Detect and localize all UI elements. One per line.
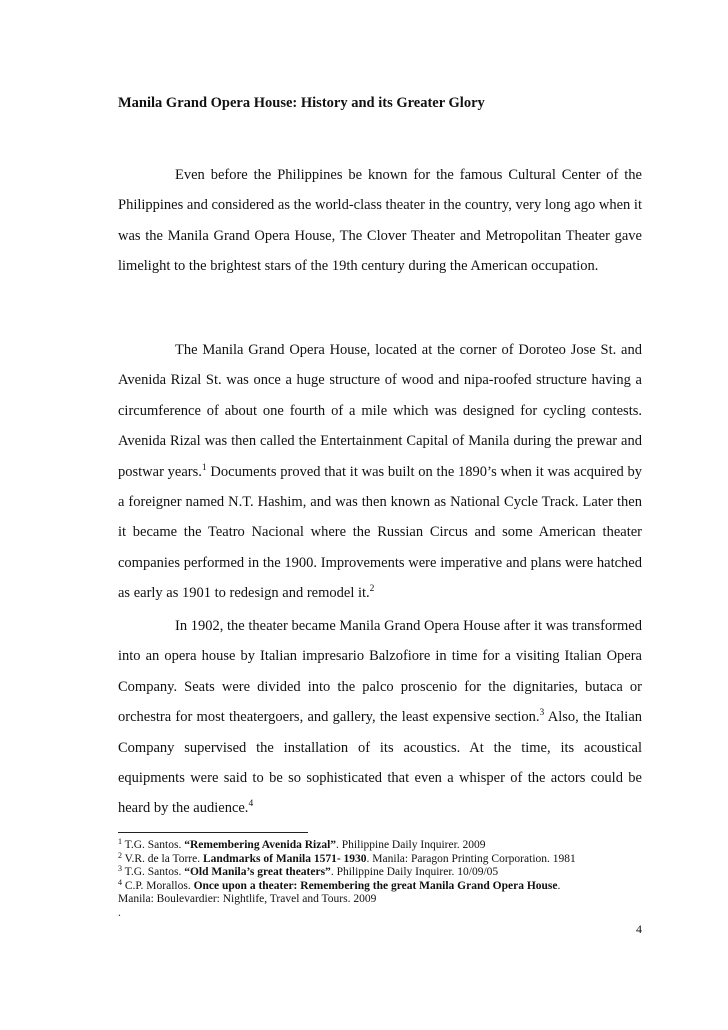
footnote-author: C.P. Morallos.: [122, 879, 194, 892]
footnote-author: T.G. Santos.: [122, 839, 185, 851]
footnote-number: 4: [118, 877, 122, 887]
footnote-work: Once upon a theater: Remembering the great Manila Grand Opera House: [193, 879, 558, 892]
trailing-mark: .: [118, 906, 121, 919]
paragraph-text: Also, the Italian Company supervised the installation of its acoustics. At the time, its acoustical equipments were said to be so sophisticated that even a whisper of the actors could be heard by the audience.: [118, 709, 643, 817]
footnote-author: T.G. Santos.: [122, 866, 185, 879]
footnote-ref-1[interactable]: 1: [201, 462, 207, 473]
paragraph-text: Documents proved that it was built on the 1890’s when it was acquired by a foreigner named N.T. Hashim, and was then known as National Cycle Track. Later then it became the Teatro Nacional where the Russian Circus and some American theater companies performed in the 1900. Improvements were imperative and plans were hatched as early as 1901 to redesign and remodel it.: [118, 463, 642, 602]
footnote-author: V.R. de la Torre.: [122, 852, 203, 865]
footnote-separator: [118, 832, 308, 833]
footnote-work: “Remembering Avenida Rizal”: [184, 839, 337, 851]
footnotes: [118, 839, 642, 921]
page-number: 4: [636, 922, 642, 936]
footnote-ref-4[interactable]: 4: [248, 799, 254, 810]
document-title: Manila Grand Opera House: History and its Greater Glory: [118, 95, 485, 111]
footnote-number: 3: [118, 864, 122, 874]
footnote-3: [118, 866, 642, 880]
paragraph-2: [118, 335, 642, 609]
footnote-number: 2: [118, 850, 122, 860]
footnote-2: [118, 850, 642, 867]
paragraph-text: The Manila Grand Opera House, located at the corner of Doroteo Jose St. and Avenida Rizal St. was once a huge structure of wood and nipa-roofed structure having a circumference of about one fourth of a mile which was designed for cycling contests. Avenida Rizal was then called the Entertainment Capital of Manila during the prewar and postwar years.: [118, 342, 642, 480]
footnote-ref-3[interactable]: 3: [539, 708, 545, 719]
footnote-details: . Manila: Paragon Printing Corporation. 1981: [366, 852, 576, 865]
paragraph-text: Even before the Philippines be known for the famous Cultural Center of the Philippines and considered as the world-class theater in the country, very long ago when it was the Manila Grand Opera House, The Clover Theater and Metropolitan Theater gave limelight to the brightest stars of the 19th century during the American occupation.: [118, 167, 642, 275]
footnote-details: . Philippine Daily Inquirer. 10/09/05: [330, 866, 499, 879]
paragraph-text: In 1902, the theater became Manila Grand Opera House after it was transformed into an opera house by Italian impresario Balzofiore in time for a visiting Italian Opera Company. Seats were divided into the palco proscenio for the dignitaries, butaca or orchestra for most theatergoers, and gallery, the least expensive section.: [118, 618, 642, 726]
footnote-details: .: [557, 879, 561, 892]
footnote-number: 1: [118, 837, 122, 846]
footnote-1: [118, 839, 642, 853]
document-page: [118, 0, 642, 1030]
footnote-details: . Philippine Daily Inquirer. 2009: [336, 839, 486, 851]
paragraph-1: [118, 160, 642, 282]
footnote-4: [118, 877, 642, 894]
paragraph-3: [118, 611, 642, 824]
footnote-4-continuation: Manila: Boulevardier: Nightlife, Travel and Tours. 2009: [118, 893, 377, 906]
footnote-work: “Old Manila’s great theaters”: [184, 866, 331, 879]
footnote-work: Landmarks of Manila 1571- 1930: [202, 852, 367, 865]
footnote-ref-2[interactable]: 2: [369, 584, 375, 595]
